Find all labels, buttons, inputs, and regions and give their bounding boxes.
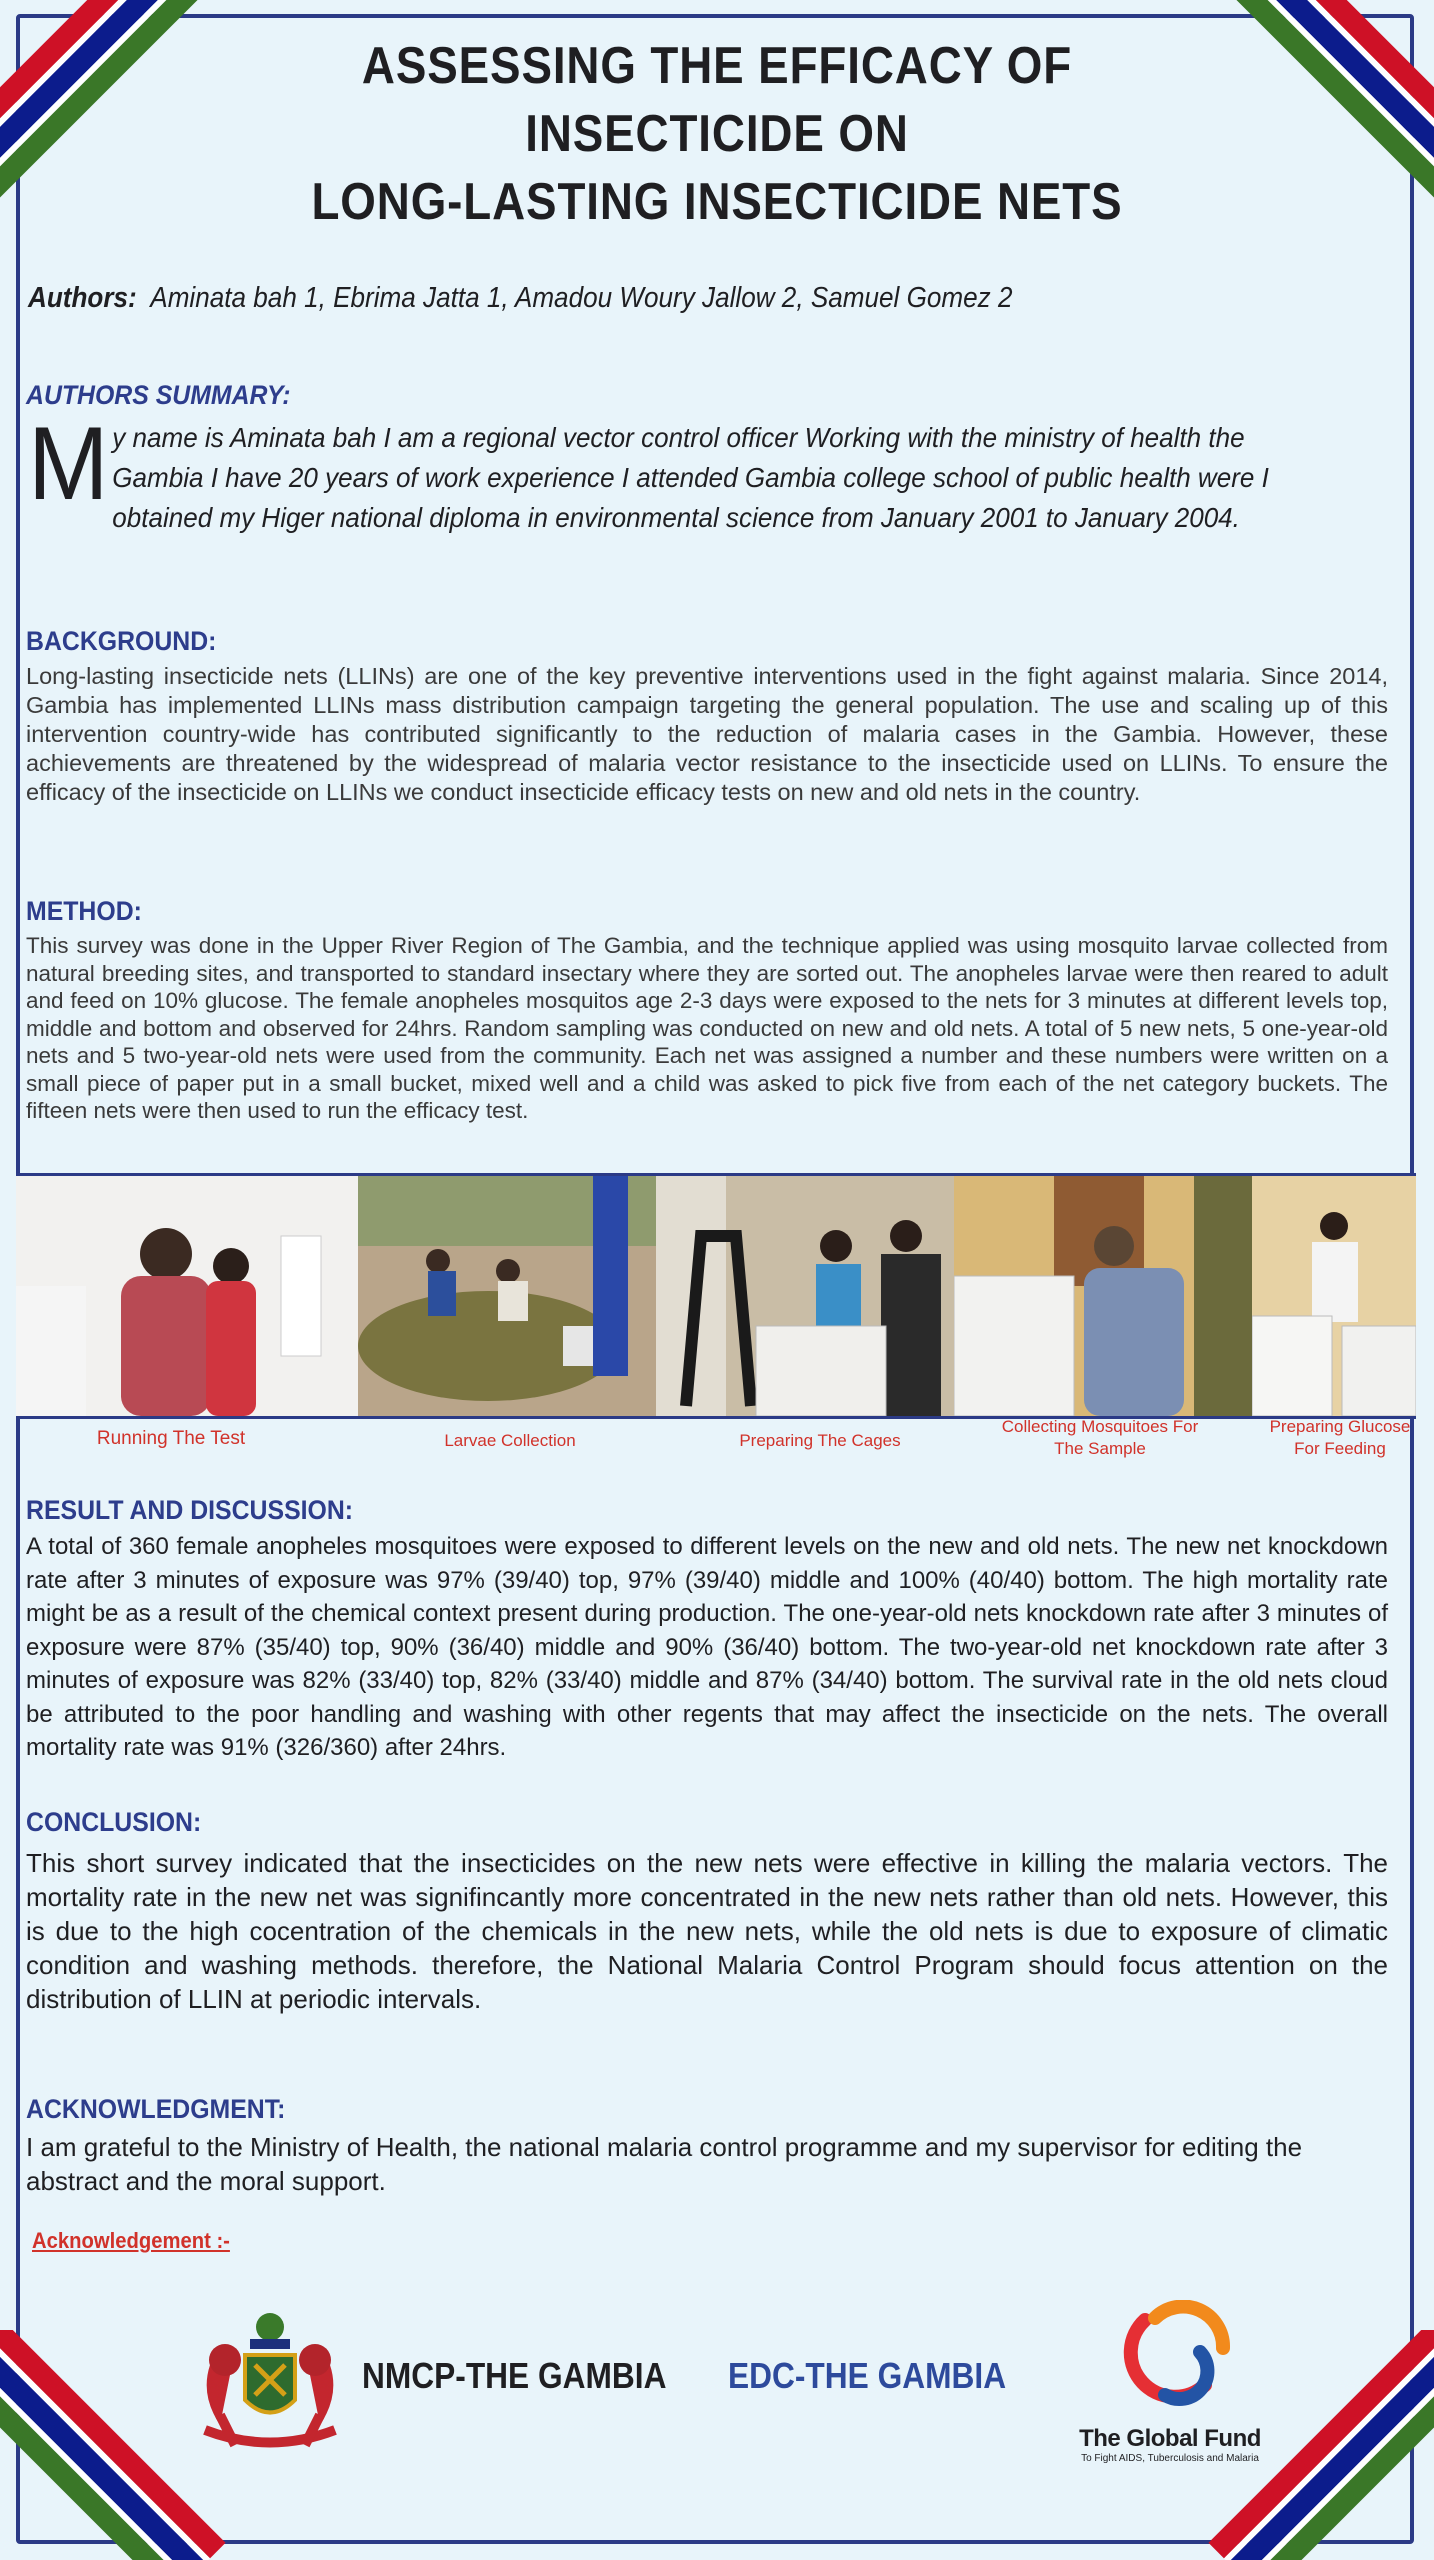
photo-collecting-mosquitoes-image bbox=[954, 1176, 1252, 1416]
summary-text: y name is Aminata bah I am a regional vector control officer Working with the ministry of health the Gambia I have 20 years of work experience I attended Gambia college school of public health were I obtained my Higer national diploma in environmental science from January 2001 to January 2004. bbox=[112, 422, 1269, 533]
photo-larvae-collection bbox=[358, 1176, 656, 1416]
photo-collecting-mosquitoes bbox=[954, 1176, 1252, 1416]
photo-running-test bbox=[16, 1176, 358, 1416]
summary-dropcap: M bbox=[28, 406, 109, 522]
photo-preparing-cages-image bbox=[656, 1176, 954, 1416]
title-line-1: ASSESSING THE EFFICACY OF INSECTICIDE ON bbox=[361, 37, 1073, 163]
poster-title bbox=[227, 32, 1207, 236]
edc-logo-text: EDC-THE GAMBIA bbox=[728, 2355, 1007, 2396]
conclusion-heading: CONCLUSION: bbox=[26, 1807, 202, 1837]
global-fund-name: The Global Fund bbox=[1079, 2425, 1261, 2452]
caption-running-test: Running The Test bbox=[96, 1428, 246, 1449]
caption-preparing-cages: Preparing The Cages bbox=[739, 1431, 901, 1450]
photo-preparing-cages bbox=[656, 1176, 954, 1416]
gambia-flag-top-left bbox=[0, 0, 230, 230]
caption-preparing-glucose: Preparing Glucose For Feeding bbox=[1269, 1417, 1411, 1458]
gambia-flag-top-right bbox=[1204, 0, 1434, 230]
acknowledgment-text: I am grateful to the Ministry of Health, the national malaria control programme and my supervisor for editing the abstract and the moral support. bbox=[26, 2132, 1303, 2196]
photo-running-test-image bbox=[16, 1176, 358, 1416]
global-fund-swirl-icon bbox=[1105, 2300, 1235, 2420]
gambia-coat-of-arms-icon bbox=[190, 2305, 350, 2455]
photo-larvae-collection-image bbox=[358, 1176, 656, 1416]
photo-strip bbox=[16, 1173, 1416, 1419]
method-text: This survey was done in the Upper River Region of The Gambia, and the technique applied was using mosquito larvae collected from natural breeding sites, and transported to standard insectary where they are sorted out. The anopheles larvae were then reared to adult and feed on 10% glucose. The female anopheles mosquitos age 2-3 days were exposed to the nets for 3 minutes at different levels top, middle and bottom and observed for 24hrs. Random sampling was conducted on new and old nets. A total of 5 new nets, 5 one-year-old nets and 5 two-year-old nets were used from the community. Each net was assigned a number and these numbers were written on a small piece of paper put in a small bucket, mixed well and a child was asked to pick five from each of the net category buckets. The fifteen nets were then used to run the efficacy test. bbox=[26, 933, 1388, 1123]
summary-heading: AUTHORS SUMMARY: bbox=[26, 380, 291, 410]
caption-larvae-collection: Larvae Collection bbox=[444, 1431, 576, 1450]
authors-label: Authors: bbox=[28, 282, 137, 314]
authors-line bbox=[28, 282, 1012, 315]
photo-preparing-glucose bbox=[1252, 1176, 1416, 1416]
results-text: A total of 360 female anopheles mosquitoes were exposed to different levels on the new and old nets. The new net knockdown rate after 3 minutes of exposure was 97% (39/40) top, 97% (39/40) middle and 100% (40/40) bottom. The high mortality rate might be as a result of the chemical context present during production. The one-year-old nets knockdown rate after 3 minutes of exposure were 87% (35/40) top, 90% (36/40) middle and 90% (36/40) bottom. The two-year-old net knockdown rate after 3 minutes of exposure was 82% (33/40) top, 82% (33/40) middle and 87% (34/40) bottom. The survival rate in the old nets cloud be attributed to the poor handling and washing with other regents that may affect the insecticide on the nets. The overall mortality rate was 91% (326/360) after 24hrs. bbox=[26, 1533, 1388, 1761]
photo-preparing-glucose-image bbox=[1252, 1176, 1416, 1416]
nmcp-logo-text: NMCP-THE GAMBIA bbox=[362, 2355, 667, 2396]
acknowledgement-link[interactable]: Acknowledgement :- bbox=[32, 2228, 230, 2253]
background-text: Long-lasting insecticide nets (LLINs) are one of the key preventive interventions used in the fight against malaria. Since 2014, Gambia has implemented LLINs mass distribution campaign targeting the general population. The use and scaling up of this intervention country-wide has contributed significantly to the reduction of malaria cases in the Gambia. However, these achievements are threatened by the widespread of malaria vector resistance to the insecticide used on LLINs. To ensure the efficacy of the insecticide on LLINs we conduct insecticide efficacy tests on new and old nets in the country. bbox=[26, 663, 1388, 805]
authors-names: Aminata bah 1, Ebrima Jatta 1, Amadou Woury Jallow 2, Samuel Gomez 2 bbox=[150, 282, 1013, 314]
results-heading: RESULT AND DISCUSSION: bbox=[26, 1495, 354, 1525]
title-line-2: LONG-LASTING INSECTICIDE NETS bbox=[311, 173, 1123, 231]
background-heading: BACKGROUND: bbox=[26, 626, 217, 656]
global-fund-tagline: To Fight AIDS, Tuberculosis and Malaria bbox=[1081, 2453, 1259, 2464]
caption-collecting-mosquitoes: Collecting Mosquitoes For The Sample bbox=[1001, 1417, 1199, 1458]
conclusion-text: This short survey indicated that the insecticides on the new nets were effective in killing the malaria vectors. The mortality rate in the new net was signifincantly more concentrated in the new nets rather than old nets. However, this is due to the high cocentration of the chemicals in the new nets, while the old nets is due to exposure of climatic condition and washing methods. therefore, the National Malaria Control Program should focus attention on the distribution of LLIN at periodic intervals. bbox=[26, 1848, 1388, 2014]
global-fund-logo bbox=[1070, 2300, 1270, 2464]
method-heading: METHOD: bbox=[26, 896, 142, 926]
summary-text-block bbox=[28, 406, 1311, 538]
acknowledgment-heading: ACKNOWLEDGMENT: bbox=[26, 2094, 286, 2124]
